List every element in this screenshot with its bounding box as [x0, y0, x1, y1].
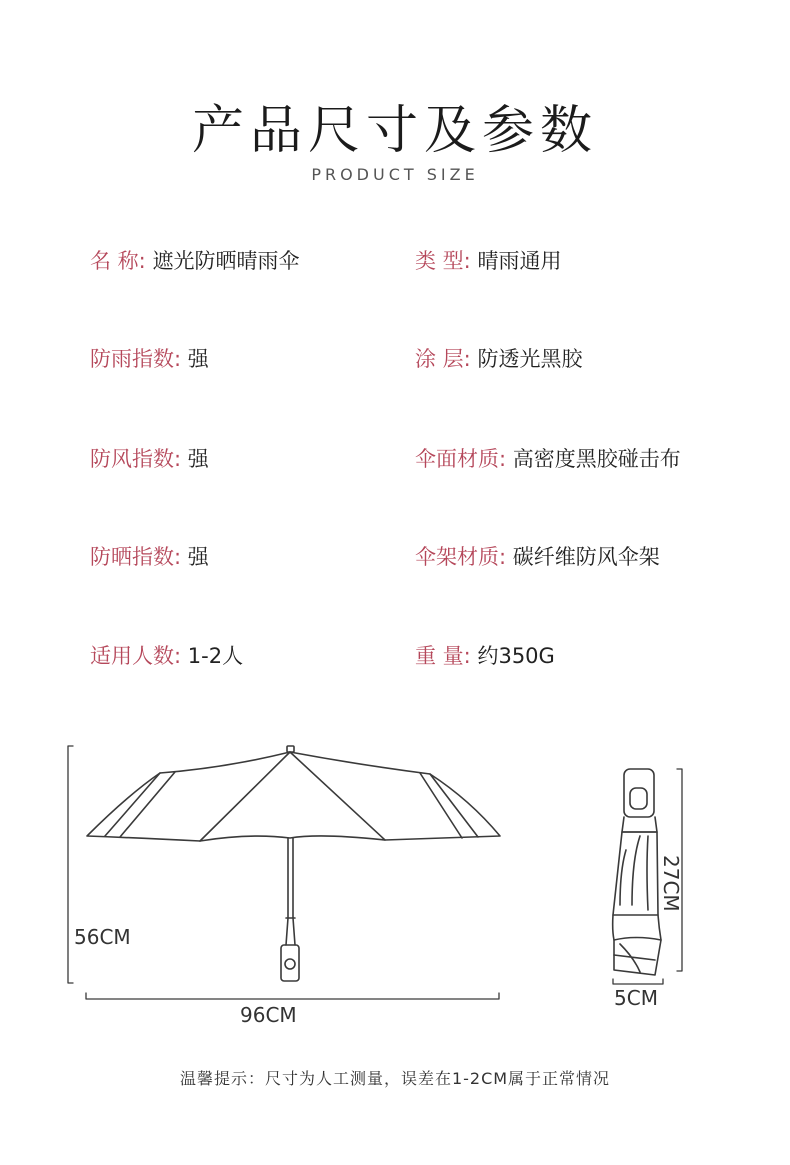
open-umbrella-canopy	[87, 752, 500, 841]
closed-umbrella-button	[630, 788, 647, 809]
spec-sun-index-label: 防晒指数:	[90, 545, 182, 569]
spec-coating-label: 涂 层:	[415, 347, 471, 371]
open-umbrella-illustration	[87, 746, 500, 981]
open-umbrella-tip	[287, 746, 294, 752]
open-umbrella-ribs	[105, 752, 478, 841]
open-umbrella-handle	[281, 945, 299, 981]
closed-width-bracket	[613, 979, 663, 984]
open-umbrella-button	[285, 959, 295, 969]
page-subtitle: PRODUCT SIZE	[311, 165, 479, 184]
spec-frame-material-label: 伞架材质:	[415, 545, 507, 569]
spec-name-label: 名 称:	[90, 249, 146, 273]
closed-umbrella-illustration	[613, 769, 661, 975]
spec-rain-index-label: 防雨指数:	[90, 347, 182, 371]
closed-width-label: 5CM	[614, 986, 658, 1010]
spec-wind-index-value: 强	[187, 447, 209, 471]
closed-length-label: 27CM	[659, 855, 683, 912]
spec-type-value: 晴雨通用	[477, 249, 562, 273]
spec-coating-value: 防透光黑胶	[477, 347, 583, 371]
spec-rain-index-value: 强	[187, 347, 209, 371]
spec-name-value: 遮光防晒晴雨伞	[152, 249, 300, 273]
spec-frame-material-value: 碳纤维防风伞架	[512, 545, 660, 569]
spec-capacity-value: 1-2人	[187, 644, 244, 668]
spec-type-label: 类 型:	[415, 249, 471, 273]
spec-wind-index-label: 防风指数:	[90, 447, 182, 471]
spec-capacity-label: 适用人数:	[90, 644, 182, 668]
spec-sun-index-value: 强	[187, 545, 209, 569]
open-height-label: 56CM	[74, 925, 131, 949]
spec-weight-value: 约350G	[477, 644, 555, 668]
spec-weight-label: 重 量:	[415, 644, 471, 668]
page-title: 产品尺寸及参数	[191, 101, 598, 161]
spec-canopy-material-label: 伞面材质:	[415, 447, 507, 471]
open-width-bracket	[86, 993, 499, 999]
spec-canopy-material-value: 高密度黑胶碰击布	[512, 447, 681, 471]
open-height-bracket	[68, 746, 73, 983]
open-width-label: 96CM	[240, 1003, 297, 1027]
open-umbrella-shaft	[286, 838, 295, 918]
measurement-note: 温馨提示：尺寸为人工测量，误差在1-2CM属于正常情况	[179, 1069, 611, 1088]
